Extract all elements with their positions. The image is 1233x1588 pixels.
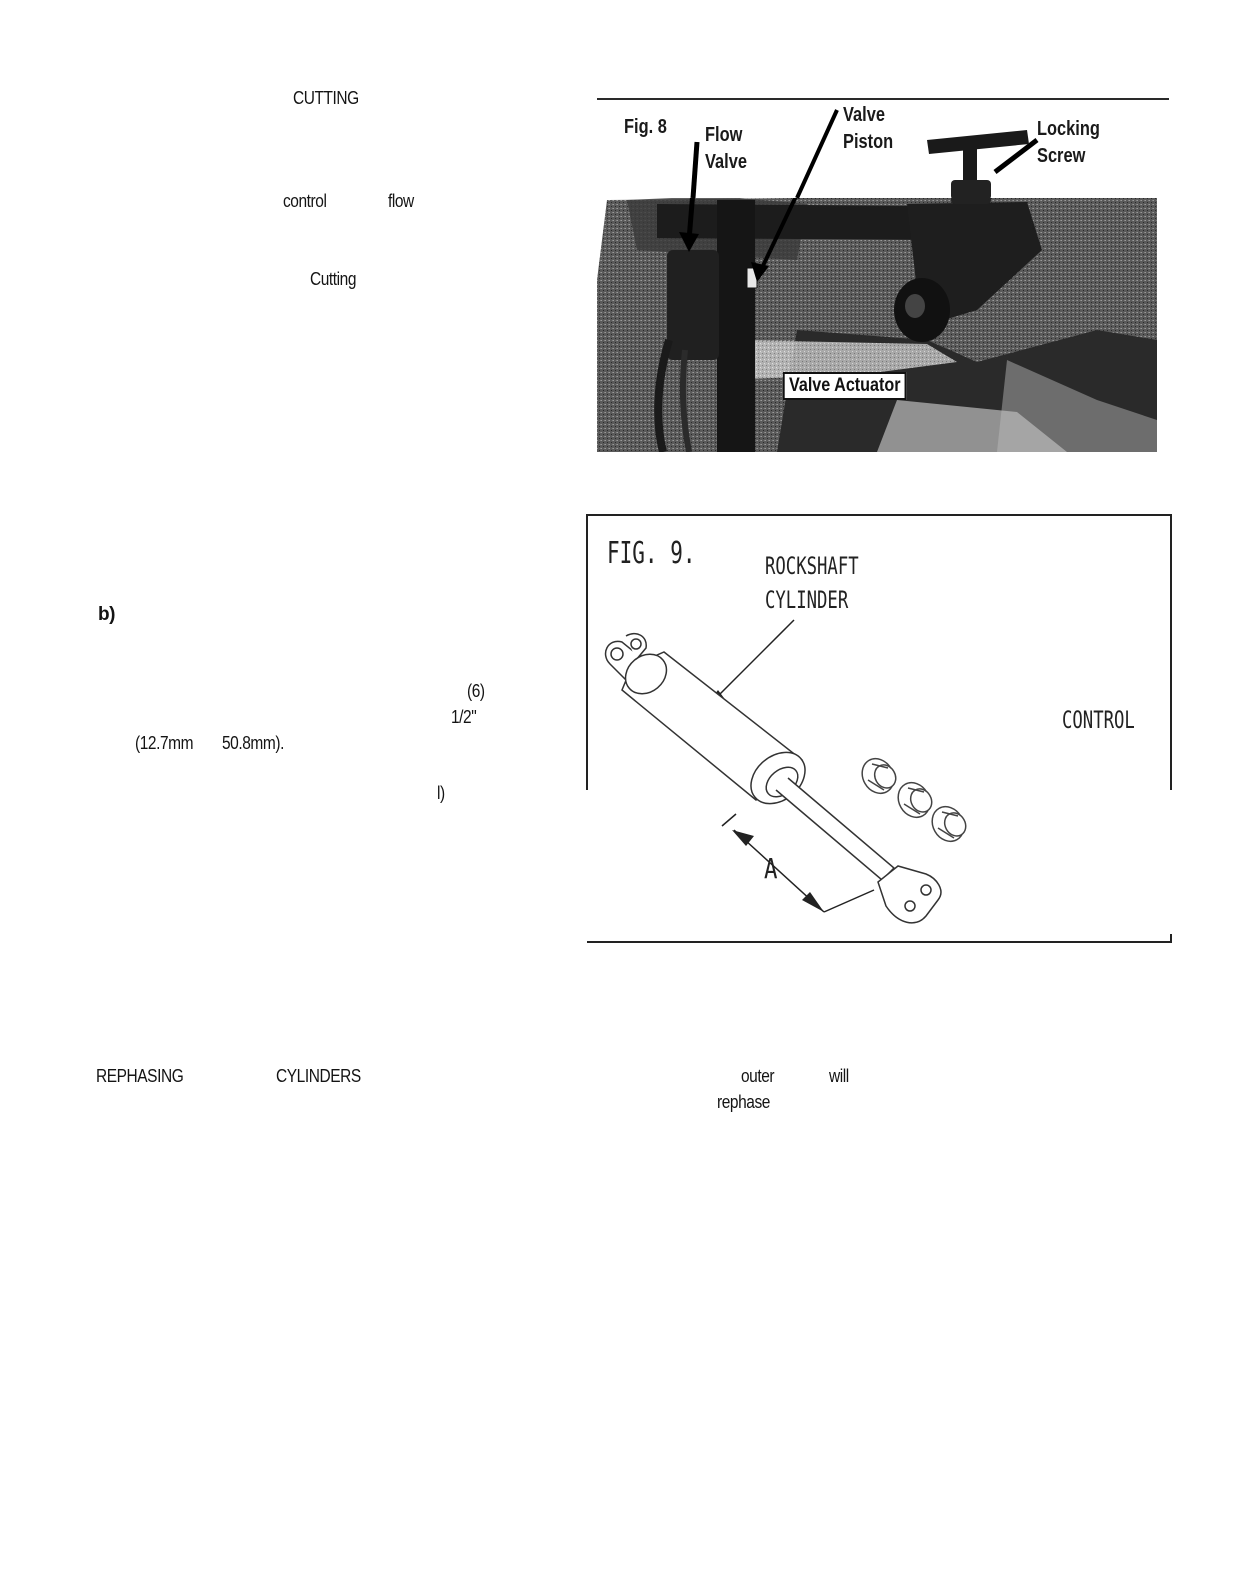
word-control: control: [283, 191, 327, 211]
word-flow: flow: [388, 191, 414, 211]
word-outer: outer: [741, 1066, 775, 1086]
mm-range-end: 50.8mm).: [222, 733, 284, 753]
number-six: (6): [467, 681, 485, 701]
label-control: CONTROL: [1062, 706, 1135, 734]
cylinders-heading: CYLINDERS: [276, 1066, 361, 1086]
fig8-caption: Fig. 8: [624, 116, 667, 138]
label-valve-piston: Valve Piston: [843, 104, 894, 153]
label-valve-actuator: Valve Actuator: [783, 372, 907, 400]
label-rockshaft: ROCKSHAFT: [765, 552, 859, 580]
dimension-a-label: A: [764, 852, 778, 885]
paren-one: l): [437, 783, 445, 803]
rephasing-heading: REPHASING: [96, 1066, 184, 1086]
word-cutting: Cutting: [310, 269, 357, 289]
label-locking-screw: Locking Screw: [1037, 118, 1100, 167]
step-b-label: b): [98, 604, 115, 625]
figure-9: [586, 514, 1173, 946]
fig9-caption: FIG. 9.: [607, 536, 696, 571]
half-inch: 1/2": [451, 707, 477, 727]
label-flow-valve: Flow Valve: [705, 124, 747, 173]
label-cylinder: CYLINDER: [765, 586, 849, 614]
word-rephase: rephase: [717, 1092, 770, 1112]
mm-range-start: (12.7mm: [135, 733, 194, 753]
figure-8: [597, 98, 1169, 472]
word-will: will: [829, 1066, 849, 1086]
cutting-heading: CUTTING: [293, 88, 359, 108]
